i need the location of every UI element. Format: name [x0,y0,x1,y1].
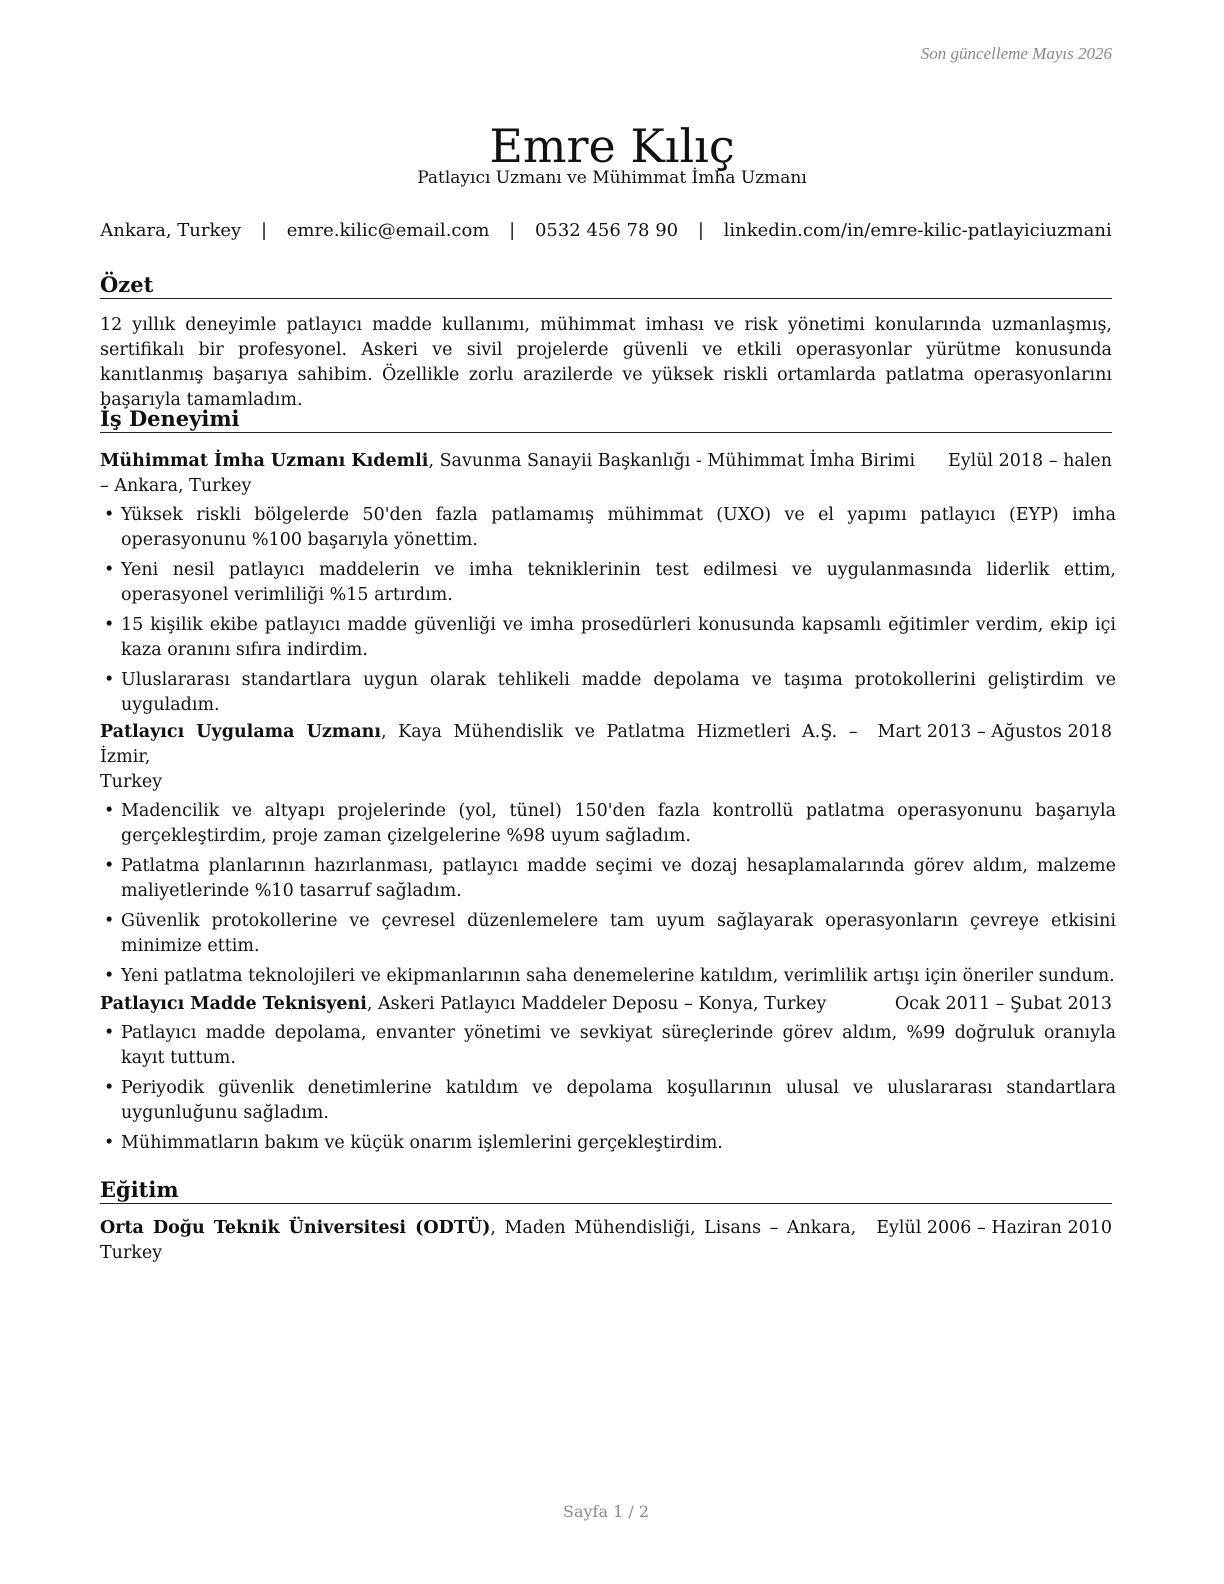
list-item [100,503,1116,553]
job-bullets [100,503,1116,718]
bullet-icon: • [104,1023,115,1043]
bullet-text: 15 kişilik ekibe patlayıcı madde güvenliği ve imha prosedürleri konusunda kapsamlı eğitimler verdim, ekip içi kaza oranını sıfıra indirdim. [121,615,1116,660]
bullet-text: Madencilik ve altyapı projelerinde (yol, tünel) 150'den fazla kontrollü patlatma operasyonunu başarıyla gerçekleştirdim, proje zaman çizelgelerine %98 uyum sağladım. [121,801,1116,846]
candidate-name: Emre Kılıç [489,118,735,173]
bullet-text: Yeni patlatma teknolojileri ve ekipmanlarının saha denemelerine katıldım, verimlilik artışı için öneriler sundum. [121,966,1115,986]
education-section [100,1177,1112,1266]
job-location: Turkey [100,772,163,792]
job-dates: Mart 2013 – Ağustos 2018 [877,722,1112,742]
job-header [100,992,1112,1017]
last-updated: Son güncelleme Mayıs 2026 [920,44,1112,63]
list-item [100,1076,1116,1126]
list-item [100,1131,1116,1156]
job-role: Mühimmat İmha Uzmanı Kıdemli [100,451,429,471]
summary-section [100,272,1112,413]
bullet-text: Patlayıcı madde depolama, envanter yönetimi ve sevkiyat süreçlerinde görev aldım, %99 doğruluk oranıyla kayıt tuttum. [121,1023,1116,1068]
job-role: Patlayıcı Madde Teknisyeni [100,994,367,1014]
bullet-text: Periyodik güvenlik denetimlerine katıldım ve depolama koşullarının ulusal ve uluslararası standartlara uygunluğunu sağladım. [121,1078,1116,1123]
job-role: Patlayıcı Uygulama Uzmanı [100,722,382,742]
list-item [100,854,1116,904]
job-entry [100,992,1116,1161]
list-item [100,668,1116,718]
job-header [100,449,1112,474]
job-entry [100,449,1116,723]
education-dates: Eylül 2006 – Haziran 2010 [876,1218,1112,1238]
job-location: – Ankara, Turkey [100,476,252,496]
contact-email[interactable]: emre.kilic@email.com [286,220,490,241]
contact-phone: 0532 456 78 90 [534,220,679,241]
experience-section [100,406,1112,433]
bullet-icon: • [104,505,115,525]
bullet-icon: • [104,911,115,931]
job-dates: Ocak 2011 – Şubat 2013 [894,994,1112,1014]
bullet-text: Patlatma planlarının hazırlanması, patlayıcı madde seçimi ve dozaj hesaplamalarında görev aldım, malzeme maliyetlerinde %10 tasarruf sağladım. [121,856,1116,901]
page-number: Sayfa 1 / 2 [562,1502,649,1521]
bullet-text: Yeni nesil patlayıcı maddelerin ve imha tekniklerinin test edilmesi ve uygulanmasında liderlik ettim, operasyonel verimliliği %15 artırdım. [121,560,1116,605]
list-item [100,799,1116,849]
bullet-icon: • [104,1078,115,1098]
list-item [100,558,1116,608]
contact-separator: | [509,220,516,241]
bullet-text: Yüksek riskli bölgelerde 50'den fazla patlamamış mühimmat (UXO) ve el yapımı patlayıcı (EYP) imha operasyonunu %100 başarıyla yönettim. [121,505,1116,550]
contact-location: Ankara, Turkey [100,220,242,241]
job-company: , Askeri Patlayıcı Maddeler Deposu – Konya, Turkey [366,994,827,1014]
education-school: Orta Doğu Teknik Üniversitesi (ODTÜ) [100,1218,491,1238]
bullet-text: Güvenlik protokollerine ve çevresel düzenlemelere tam uyum sağlayarak operasyonların çevreye etkisini minimize ettim. [121,911,1116,956]
candidate-title: Patlayıcı Uzmanı ve Mühimmat İmha Uzmanı [417,168,807,188]
bullet-icon: • [104,1133,115,1153]
contact-separator: | [697,220,704,241]
bullet-icon: • [104,966,115,986]
job-company: , Kaya Mühendislik ve Patlatma Hizmetleri A.Ş. – İzmir, [100,722,858,767]
contact-linkedin[interactable]: linkedin.com/in/emre-kilic-patlayiciuzmani [723,220,1112,241]
education-heading: Eğitim [100,1177,1112,1204]
job-bullets [100,1021,1116,1156]
bullet-text: Mühimmatların bakım ve küçük onarım işlemlerini gerçekleştirdim. [121,1133,723,1153]
contact-line [0,220,1212,241]
summary-heading: Özet [100,272,1112,299]
education-detail: , Maden Mühendisliği, Lisans – Ankara, Turkey [100,1218,857,1263]
job-bullets [100,799,1116,989]
list-item [100,909,1116,959]
education-entry [100,1216,1112,1266]
job-header [100,720,1112,770]
bullet-icon: • [104,856,115,876]
job-dates: Eylül 2018 – halen [947,451,1112,471]
list-item [100,613,1116,663]
job-company: , Savunma Sanayii Başkanlığı - Mühimmat İmha Birimi [428,451,916,471]
experience-heading: İş Deneyimi [100,406,1112,433]
job-entry [100,720,1116,994]
bullet-text: Uluslararası standartlara uygun olarak tehlikeli madde depolama ve taşıma protokollerini geliştirdim ve uyguladım. [121,670,1116,715]
bullet-icon: • [104,801,115,821]
summary-text: 12 yıllık deneyimle patlayıcı madde kullanımı, mühimmat imhası ve risk yönetimi konularında uzmanlaşmış, sertifikalı bir profesyonel. Askeri ve sivil projelerde güvenli ve etkili operasyonlar yürütme konusunda kanıtlanmış başarıya sahibim. Özellikle zorlu arazilerde ve yüksek riskli ortamlarda patlatma operasyonlarını başarıyla tamamladım. [100,315,1112,410]
list-item [100,1021,1116,1071]
contact-separator: | [260,220,268,241]
bullet-icon: • [104,560,115,580]
list-item [100,964,1116,989]
bullet-icon: • [104,615,115,635]
bullet-icon: • [104,670,115,690]
